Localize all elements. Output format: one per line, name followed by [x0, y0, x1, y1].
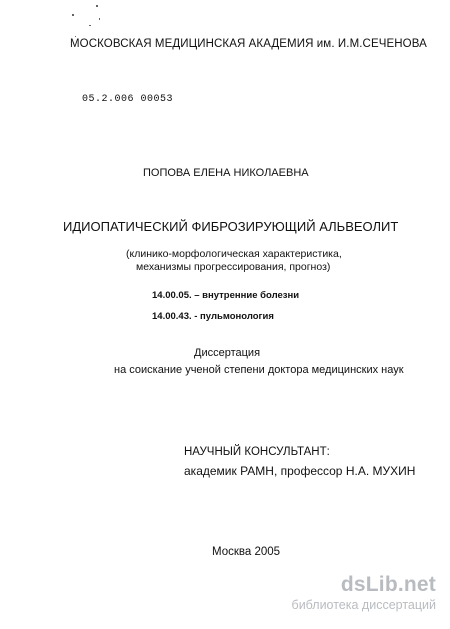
- consultant-label: НАУЧНЫЙ КОНСУЛЬТАНТ:: [184, 446, 330, 458]
- specialty-code-2: 14.00.43. - пульмонология: [152, 311, 274, 322]
- scan-speck: [96, 5, 98, 7]
- scan-speck: [72, 14, 74, 16]
- academy-name: МОСКОВСКАЯ МЕДИЦИНСКАЯ АКАДЕМИЯ им. И.М.СЕЧЕНОВА: [70, 38, 427, 50]
- dslib-watermark[interactable]: [286, 573, 436, 625]
- author-name: ПОПОВА ЕЛЕНА НИКОЛАЕВНА: [143, 167, 309, 179]
- document-type: Диссертация: [194, 347, 261, 359]
- consultant-name: академик РАМН, профессор Н.А. МУХИН: [184, 464, 416, 478]
- scan-speck: [89, 25, 91, 26]
- archive-code: 05.2.006 00053: [82, 94, 174, 105]
- degree-statement: на соискание ученой степени доктора медицинских наук: [114, 364, 404, 376]
- watermark-logo: dsLib.net: [340, 573, 436, 596]
- scan-speck: [75, 36, 76, 37]
- scan-speck: [99, 18, 100, 20]
- dissertation-title: ИДИОПАТИЧЕСКИЙ ФИБРОЗИРУЮЩИЙ АЛЬВЕОЛИТ: [63, 219, 399, 234]
- city-year: Москва 2005: [212, 546, 281, 558]
- subtitle-line-2: механизмы прогрессирования, прогноз): [136, 261, 331, 273]
- subtitle-line-1: (клинико-морфологическая характеристика,: [126, 248, 342, 260]
- specialty-code-1: 14.00.05. – внутренние болезни: [152, 290, 300, 301]
- watermark-tagline: библиотека диссертаций: [291, 598, 436, 612]
